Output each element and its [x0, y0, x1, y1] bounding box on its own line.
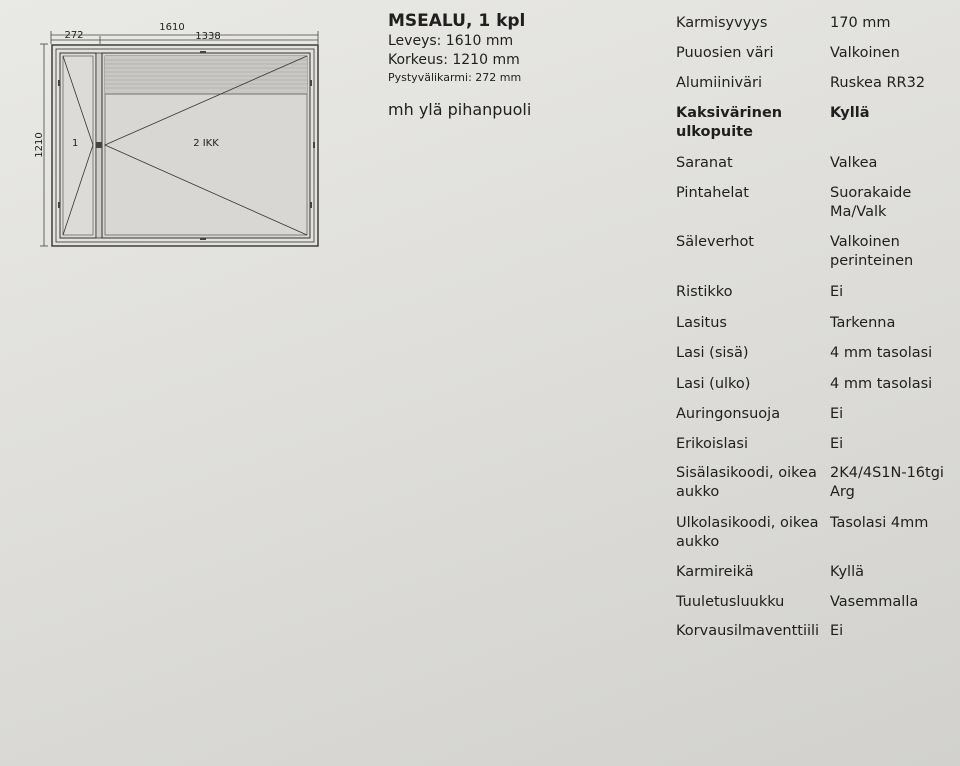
spec-key: Lasi (ulko)	[676, 376, 751, 392]
spec-key: Auringonsuoja	[676, 406, 781, 422]
spec-key: Kaksivärinen ulkopuite	[676, 105, 783, 140]
spec-key: Puuosien väri	[676, 45, 774, 61]
spec-row	[676, 74, 956, 104]
spec-row	[676, 314, 956, 344]
label-right-sash: 2 IKK	[193, 138, 219, 149]
spec-table	[676, 14, 956, 646]
spec-value: 4 mm tasolasi	[830, 376, 933, 392]
spec-row	[676, 283, 956, 314]
spec-value: Valkea	[830, 155, 878, 171]
spec-key: Säleverhot	[676, 234, 754, 250]
spec-key: Lasitus	[676, 315, 727, 331]
location-note: mh ylä pihanpuoli	[388, 100, 532, 119]
spec-value: Kyllä	[830, 564, 864, 580]
spec-value: 4 mm tasolasi	[830, 345, 933, 361]
spec-value: 170 mm	[830, 15, 891, 31]
spec-key: Saranat	[676, 155, 733, 171]
spec-key: Korvausilmaventtiili	[676, 623, 820, 639]
spec-value: Ei	[830, 284, 844, 300]
spec-row	[676, 375, 956, 405]
spec-key: Karmireikä	[676, 564, 754, 580]
spec-value: Ei	[830, 623, 844, 639]
product-title: MSEALU, 1 kpl	[388, 11, 526, 31]
spec-row	[676, 405, 956, 435]
width-text: Leveys: 1610 mm	[388, 33, 514, 49]
spec-key: Lasi (sisä)	[676, 345, 749, 361]
dim-total-width: 1610	[159, 22, 185, 33]
spec-row	[676, 44, 956, 74]
mullion-text: Pystyvälikarmi: 272 mm	[388, 71, 522, 84]
spec-value: Valkoinen	[830, 45, 900, 61]
spec-row	[676, 154, 956, 184]
height-text: Korkeus: 1210 mm	[388, 52, 520, 68]
spec-row	[676, 233, 956, 283]
dim-right-width: 1338	[195, 31, 221, 42]
spec-key: Ristikko	[676, 284, 733, 300]
spec-row	[676, 514, 956, 563]
spec-row	[676, 344, 956, 375]
spec-key: Sisälasikoodi, oikea aukko	[676, 465, 817, 500]
spec-value: Ruskea RR32	[830, 75, 926, 91]
spec-value: Suorakaide Ma/Valk	[830, 185, 912, 220]
spec-value: Valkoinen perinteinen	[830, 234, 914, 269]
spec-key: Karmisyvyys	[676, 15, 768, 31]
label-left-sash: 1	[72, 138, 79, 149]
window-drawing	[30, 12, 330, 257]
spec-row	[676, 104, 956, 154]
spec-value: Kyllä	[830, 105, 870, 121]
spec-row	[676, 622, 956, 646]
spec-row	[676, 435, 956, 464]
spec-value: Ei	[830, 406, 844, 422]
spec-key: Erikoislasi	[676, 436, 748, 452]
spec-row	[676, 464, 956, 514]
dim-left-width: 272	[64, 30, 84, 41]
spec-value: Ei	[830, 436, 844, 452]
spec-value: Vasemmalla	[830, 594, 919, 610]
spec-value: 2K4/4S1N-16tgi Arg	[830, 465, 944, 500]
spec-key: Ulkolasikoodi, oikea aukko	[676, 515, 819, 550]
spec-key: Alumiiniväri	[676, 75, 762, 91]
spec-row	[676, 563, 956, 593]
spec-key: Tuuletusluukku	[676, 594, 785, 610]
dim-height: 1210	[34, 132, 45, 158]
spec-value: Tarkenna	[830, 315, 896, 331]
spec-value: Tasolasi 4mm	[830, 515, 929, 531]
spec-row	[676, 14, 956, 44]
spec-row	[676, 184, 956, 233]
spec-key: Pintahelat	[676, 185, 749, 201]
product-summary	[388, 10, 531, 119]
spec-row	[676, 593, 956, 622]
